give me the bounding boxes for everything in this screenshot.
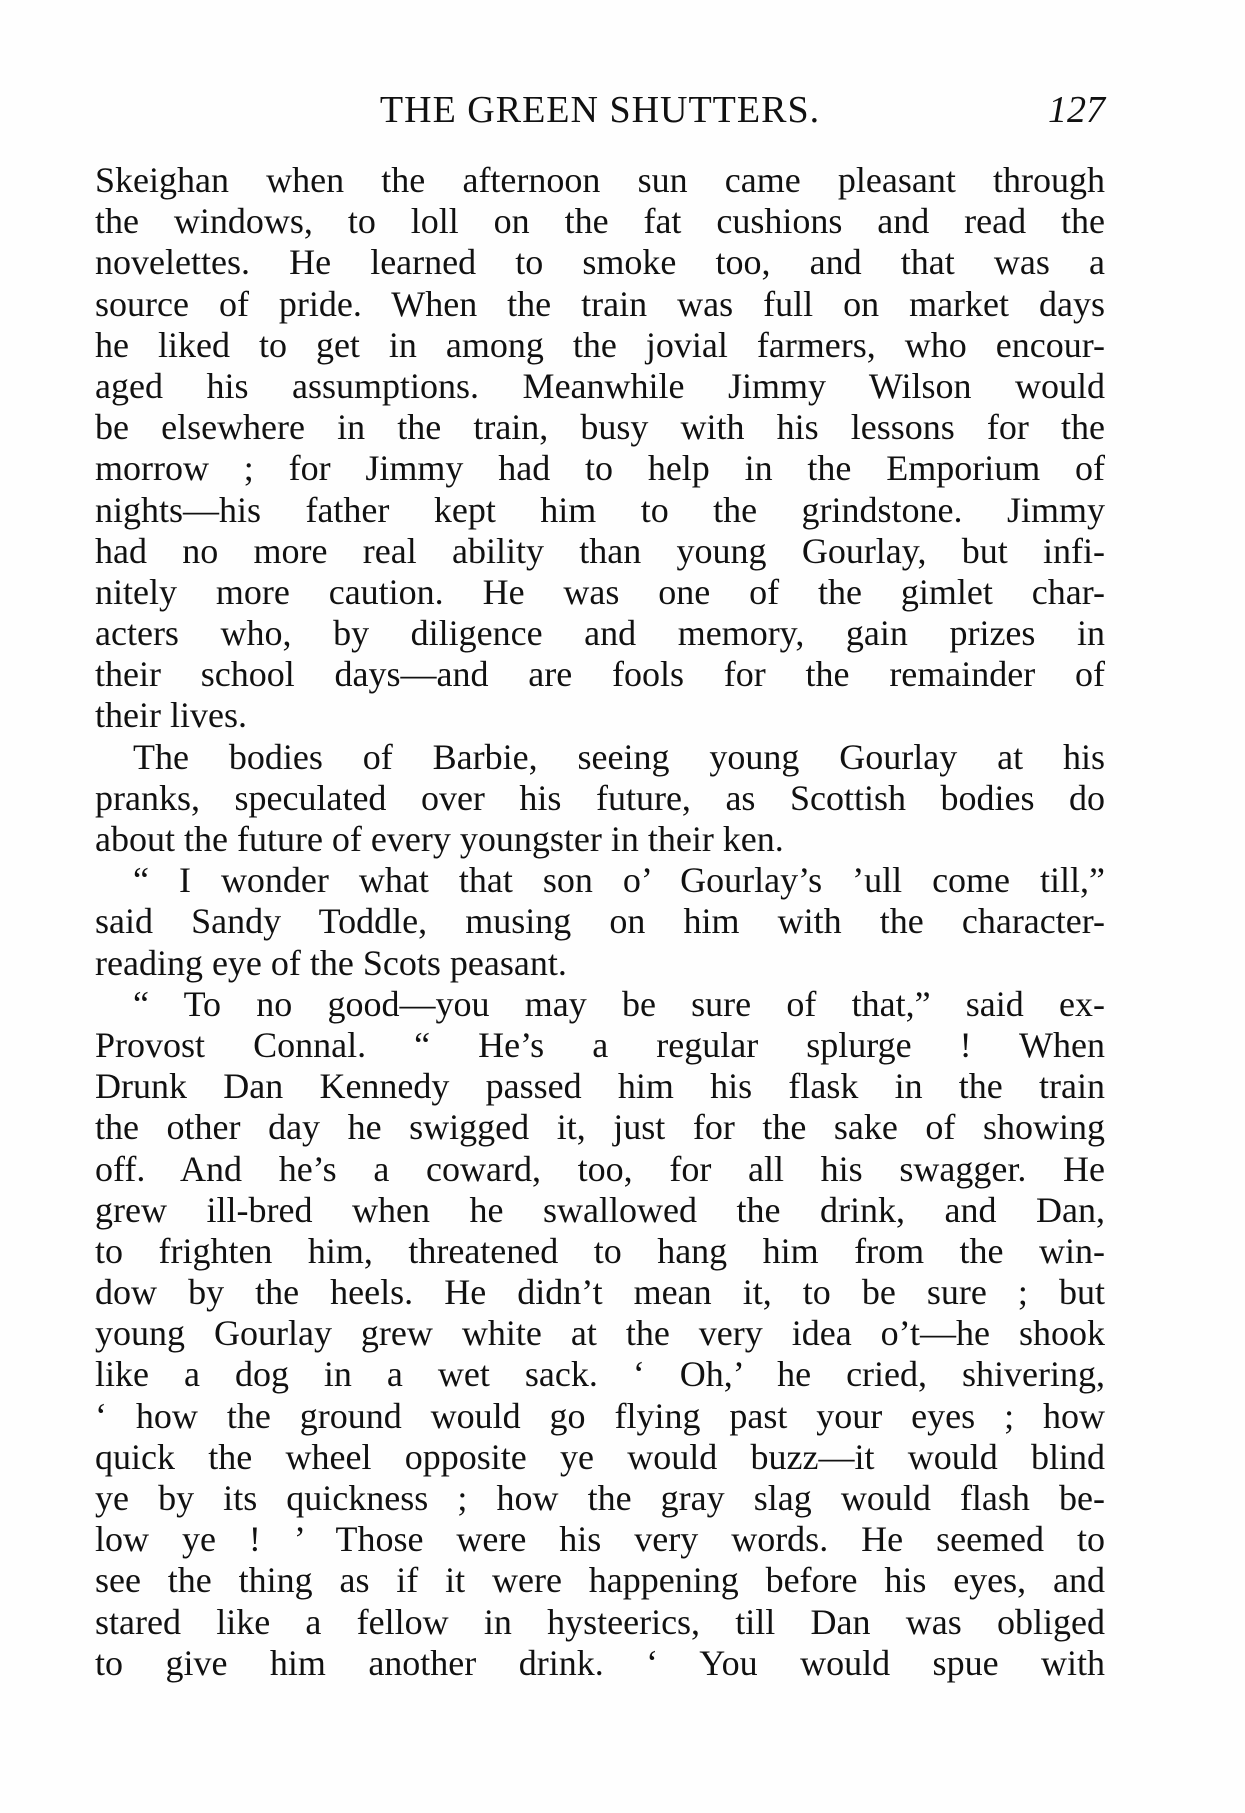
text-line: acters who, by diligence and memory, gain prizes in [95, 613, 1105, 654]
page-number: 127 [1048, 89, 1105, 131]
text-line: off. And he’s a coward, too, for all his swagger. He [95, 1148, 1105, 1189]
running-title: THE GREEN SHUTTERS. [379, 89, 821, 131]
running-head [95, 80, 1105, 140]
text-line: their school days—and are fools for the remainder of [95, 654, 1105, 695]
text-line: The bodies of Barbie, seeing young Gourlay at his [133, 736, 1105, 777]
text-line: be elsewhere in the train, busy with his lessons for the [95, 407, 1105, 448]
text-line: dow by the heels. He didn’t mean it, to be sure ; but [95, 1272, 1105, 1313]
text-line: the other day he swigged it, just for the sake of showing [95, 1107, 1105, 1148]
text-line: the windows, to loll on the fat cushions and read the [95, 201, 1105, 242]
text-line: like a dog in a wet sack. ‘ Oh,’ he cried, shivering, [95, 1354, 1105, 1395]
text-line: see the thing as if it were happening before his eyes, and [95, 1560, 1105, 1601]
text-line: Drunk Dan Kennedy passed him his flask in the train [95, 1066, 1105, 1107]
text-line: stared like a fellow in hysteerics, till Dan was obliged [95, 1601, 1105, 1642]
text-line: grew ill-bred when he swallowed the drink, and Dan, [95, 1189, 1105, 1230]
text-line: their lives. [95, 695, 247, 736]
text-line: ‘ how the ground would go flying past your eyes ; how [95, 1395, 1105, 1436]
text-line: to frighten him, threatened to hang him from the win- [95, 1230, 1105, 1271]
body-text [95, 160, 1105, 1684]
text-line: had no more real ability than young Gourlay, but infi- [95, 530, 1105, 571]
text-line: morrow ; for Jimmy had to help in the Emporium of [95, 448, 1105, 489]
text-line: “ To no good—you may be sure of that,” said ex- [133, 983, 1105, 1024]
text-line: aged his assumptions. Meanwhile Jimmy Wilson would [95, 365, 1105, 406]
text-line: reading eye of the Scots peasant. [95, 942, 567, 983]
text-line: nitely more caution. He was one of the gimlet char- [95, 571, 1105, 612]
text-line: novelettes. He learned to smoke too, and that was a [95, 242, 1105, 283]
text-line: pranks, speculated over his future, as Scottish bodies do [95, 777, 1105, 818]
text-line: Provost Connal. “ He’s a regular splurge ! When [95, 1024, 1105, 1065]
text-line: “ I wonder what that son o’ Gourlay’s ’ull come till,” [133, 860, 1105, 901]
text-line: about the future of every youngster in their ken. [95, 819, 784, 859]
text-line: ye by its quickness ; how the gray slag would flash be- [95, 1478, 1105, 1518]
text-line: Skeighan when the afternoon sun came pleasant through [95, 160, 1105, 200]
text-line: quick the wheel opposite ye would buzz—it would blind [95, 1436, 1105, 1477]
text-line: source of pride. When the train was full on market days [95, 283, 1105, 324]
text-line: young Gourlay grew white at the very idea o’t—he shook [95, 1313, 1105, 1354]
text-line: said Sandy Toddle, musing on him with the character- [95, 901, 1105, 942]
text-line: nights—his father kept him to the grindstone. Jimmy [95, 489, 1105, 530]
text-line: he liked to get in among the jovial farmers, who encour- [95, 324, 1105, 365]
text-line: to give him another drink. ‘ You would spue with [95, 1642, 1105, 1683]
text-line: low ye ! ’ Those were his very words. He seemed to [95, 1519, 1105, 1560]
